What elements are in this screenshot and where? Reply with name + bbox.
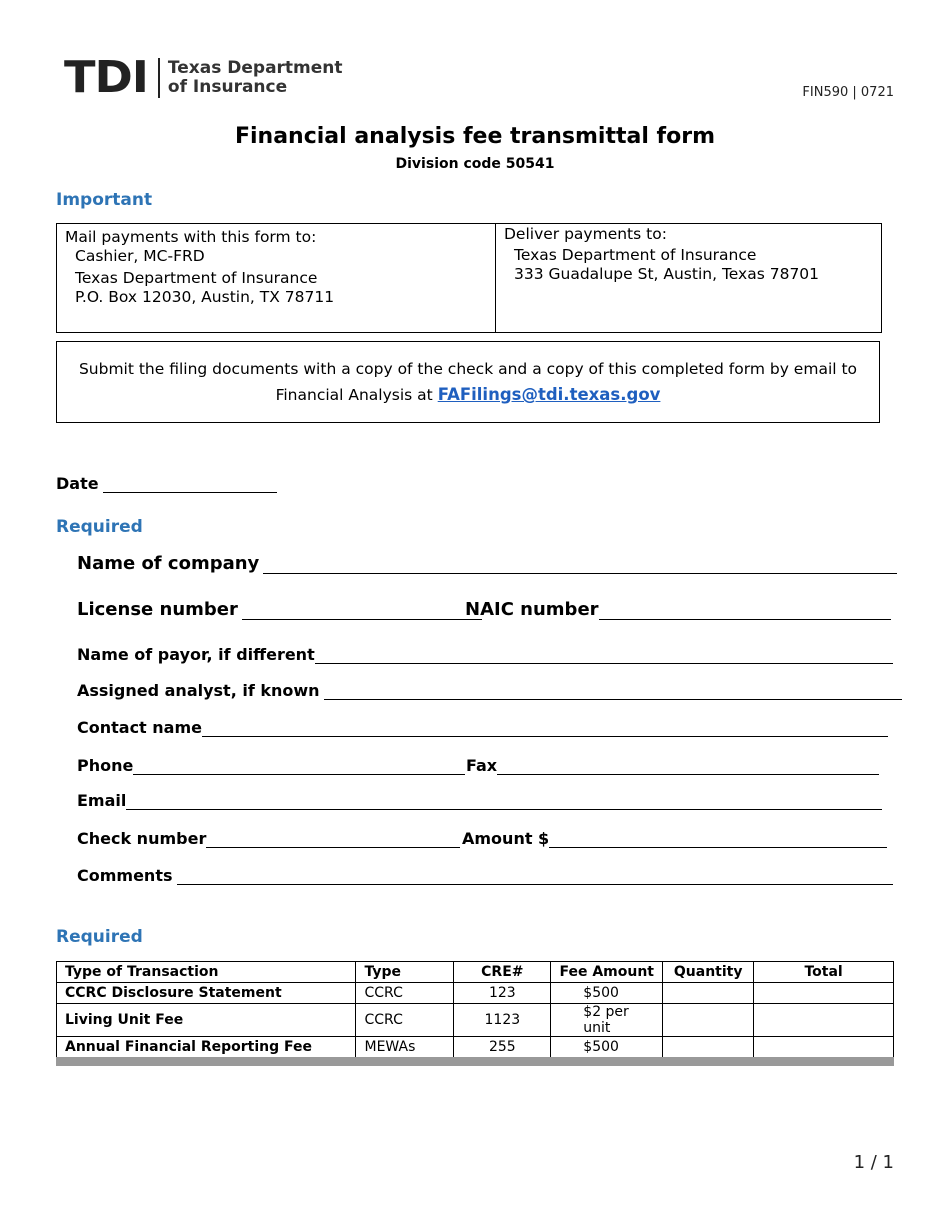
- row-total[interactable]: [754, 1004, 894, 1037]
- email-notice-text: Financial Analysis at: [275, 386, 433, 404]
- license-label: License number: [77, 599, 238, 620]
- required-heading-1: Required: [56, 517, 143, 537]
- fax-label: Fax: [466, 756, 498, 775]
- row-quantity[interactable]: [663, 1037, 754, 1062]
- email-notice-box: [56, 341, 880, 423]
- email-notice-line-1: Submit the filing documents with a copy of the check and a copy of this completed form by email to: [78, 360, 858, 378]
- email-label: Email: [77, 791, 127, 810]
- header-type: Type: [356, 962, 454, 983]
- page-title: Financial analysis fee transmittal form: [234, 124, 716, 149]
- amount-label: Amount $: [462, 829, 550, 848]
- fee-table: [56, 961, 894, 1066]
- analyst-label: Assigned analyst, if known: [77, 681, 320, 700]
- row-fee: $500: [551, 1037, 663, 1062]
- required-heading-2: Required: [56, 927, 143, 947]
- naic-field[interactable]: [465, 599, 891, 620]
- row-quantity[interactable]: [663, 1004, 754, 1037]
- row-quantity[interactable]: [663, 983, 754, 1004]
- row-type: CCRC: [356, 1004, 454, 1037]
- analyst-line[interactable]: [324, 685, 902, 700]
- contact-line[interactable]: [202, 722, 888, 737]
- division-code: Division code 50541: [395, 156, 555, 172]
- form-id: FIN590 | 0721: [802, 85, 894, 100]
- check-number-label: Check number: [77, 829, 207, 848]
- row-cre: 1123: [454, 1004, 551, 1037]
- fee-table-header: [57, 962, 894, 983]
- logo-line-1: Texas Department: [167, 58, 343, 78]
- amount-field[interactable]: [462, 829, 887, 848]
- date-label: Date: [56, 474, 99, 493]
- row-cre: 255: [454, 1037, 551, 1062]
- company-field[interactable]: [77, 553, 897, 574]
- deliver-line-1: Texas Department of Insurance: [514, 246, 757, 264]
- company-line[interactable]: [263, 559, 897, 574]
- mail-label: Mail payments with this form to:: [65, 228, 317, 246]
- contact-field[interactable]: [77, 718, 888, 737]
- row-transaction: CCRC Disclosure Statement: [57, 983, 356, 1004]
- header-cre: CRE#: [454, 962, 551, 983]
- row-fee: $500: [551, 983, 663, 1004]
- comments-label: Comments: [77, 866, 173, 885]
- comments-field[interactable]: [77, 866, 893, 885]
- logo-line-2: of Insurance: [167, 77, 288, 97]
- email-line[interactable]: [126, 795, 882, 810]
- date-field[interactable]: [56, 474, 277, 493]
- phone-line[interactable]: [133, 760, 465, 775]
- mail-line-1: Cashier, MC-FRD: [75, 247, 205, 265]
- page-number: 1 / 1: [853, 1152, 894, 1173]
- phone-label: Phone: [77, 756, 134, 775]
- company-label: Name of company: [77, 553, 260, 574]
- header-total: Total: [754, 962, 894, 983]
- logo-mark: TDI: [64, 52, 148, 103]
- date-line[interactable]: [103, 478, 277, 493]
- row-total[interactable]: [754, 983, 894, 1004]
- header-fee-amount: Fee Amount: [551, 962, 663, 983]
- email-link[interactable]: FAFilings@tdi.texas.gov: [437, 385, 661, 404]
- mail-line-2: Texas Department of Insurance: [75, 269, 318, 287]
- table-row: [57, 1037, 894, 1062]
- deliver-label: Deliver payments to:: [504, 225, 667, 243]
- fax-field[interactable]: [466, 756, 879, 775]
- table-row: [57, 983, 894, 1004]
- amount-line[interactable]: [549, 833, 887, 848]
- payor-line[interactable]: [315, 649, 893, 664]
- logo-text: [168, 59, 343, 97]
- check-number-line[interactable]: [206, 833, 460, 848]
- row-type: MEWAs: [356, 1037, 454, 1062]
- phone-field[interactable]: [77, 756, 465, 775]
- address-box: [56, 223, 882, 333]
- email-notice-line-2: [57, 382, 879, 408]
- analyst-field[interactable]: [77, 681, 902, 700]
- check-number-field[interactable]: [77, 829, 460, 848]
- row-fee: $2 per unit: [551, 1004, 663, 1037]
- row-total[interactable]: [754, 1037, 894, 1062]
- row-transaction: Annual Financial Reporting Fee: [57, 1037, 356, 1062]
- mail-address: [57, 224, 496, 332]
- naic-label: NAIC number: [465, 599, 599, 620]
- row-transaction: Living Unit Fee: [57, 1004, 356, 1037]
- header-quantity: Quantity: [663, 962, 754, 983]
- email-field[interactable]: [77, 791, 882, 810]
- contact-label: Contact name: [77, 718, 202, 737]
- tdi-logo: [64, 52, 343, 103]
- deliver-line-2: 333 Guadalupe St, Austin, Texas 78701: [514, 265, 820, 283]
- row-type: CCRC: [356, 983, 454, 1004]
- logo-divider: [158, 58, 160, 98]
- payor-field[interactable]: [77, 645, 893, 664]
- deliver-address: [496, 224, 881, 332]
- row-cre: 123: [454, 983, 551, 1004]
- fax-line[interactable]: [497, 760, 879, 775]
- license-field[interactable]: [77, 599, 482, 620]
- payor-label: Name of payor, if different: [77, 645, 315, 664]
- header-transaction: Type of Transaction: [57, 962, 356, 983]
- important-heading: Important: [56, 190, 153, 210]
- license-line[interactable]: [242, 605, 482, 620]
- mail-line-3: P.O. Box 12030, Austin, TX 78711: [75, 288, 335, 306]
- table-row: [57, 1004, 894, 1037]
- naic-line[interactable]: [599, 605, 891, 620]
- comments-line[interactable]: [177, 870, 893, 885]
